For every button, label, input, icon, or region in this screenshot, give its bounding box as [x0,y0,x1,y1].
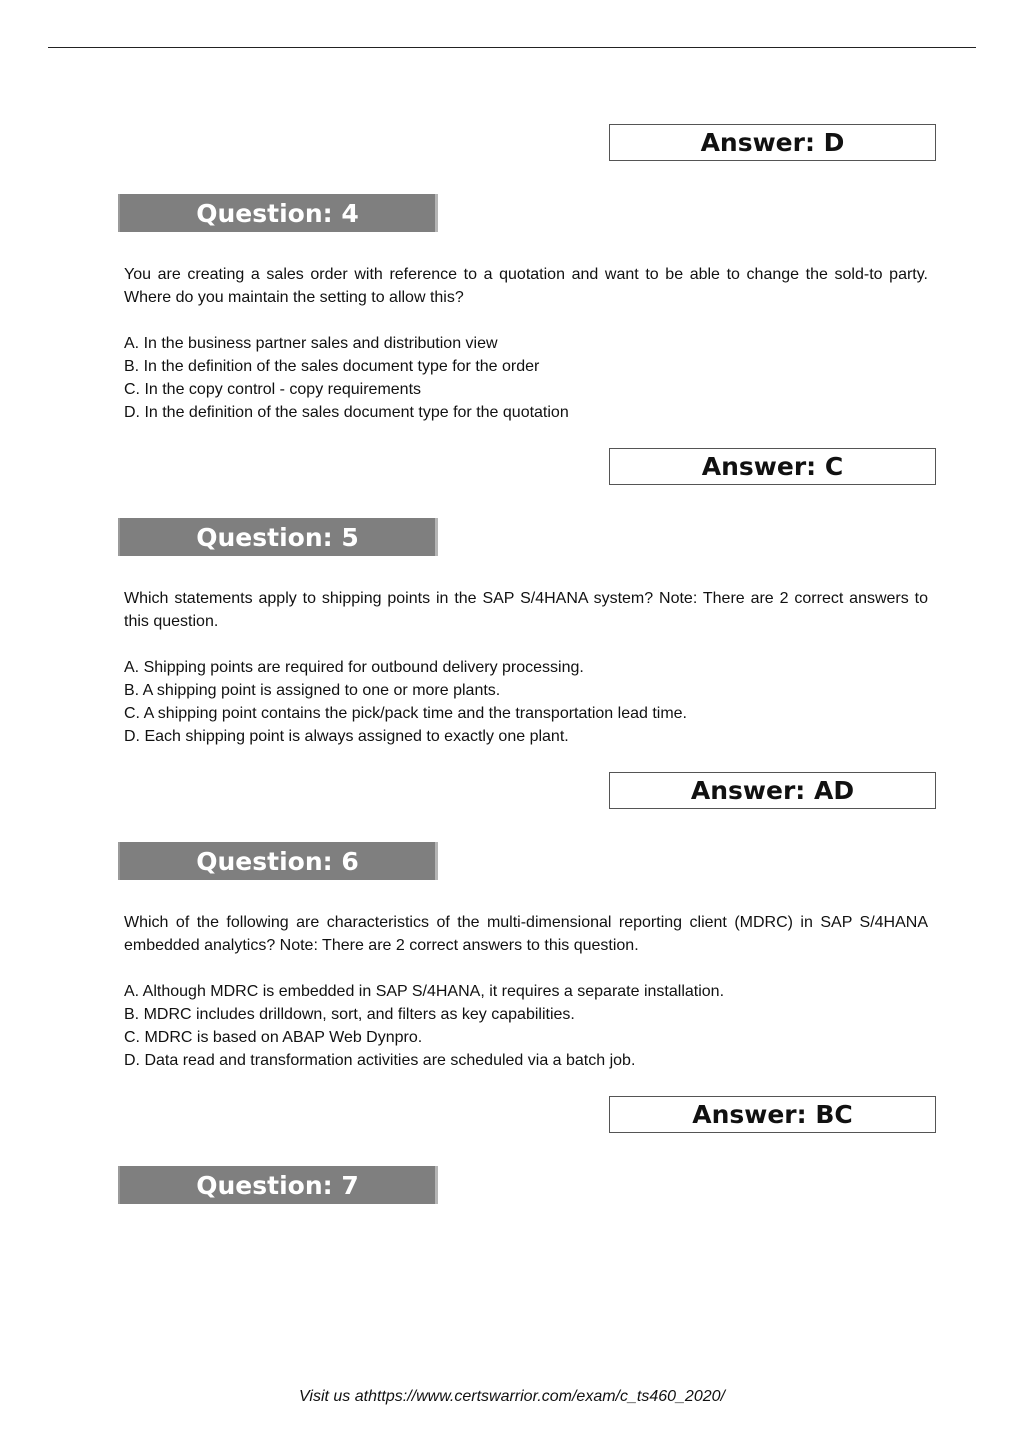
option-item: B. MDRC includes drilldown, sort, and filters as key capabilities. [124,1006,575,1023]
top-divider [48,47,976,48]
option-list [124,332,928,424]
question-text: You are creating a sales order with reference to a quotation and want to be able to change the sold-to party. Where do you maintain the setting to allow this? [124,266,928,306]
question-text: Which statements apply to shipping points in the SAP S/4HANA system? Note: There are 2 correct answers to this question. [124,590,928,630]
answer-label: Answer: D [700,128,845,157]
question-heading [118,518,438,556]
option-item: B. A shipping point is assigned to one or more plants. [124,682,501,699]
answer-box [609,448,936,485]
question-heading [118,842,438,880]
question-heading-label: Question: 4 [196,198,359,228]
option-item: D. Each shipping point is always assigned to exactly one plant. [124,728,569,745]
answer-box [609,772,936,809]
answer-label: Answer: BC [692,1100,853,1129]
question-text: Which of the following are characteristics of the multi-dimensional reporting client (MDRC) in SAP S/4HANA embedded analytics? Note: There are 2 correct answers to this question. [124,914,928,954]
question-heading-label: Question: 5 [196,522,359,552]
question-heading-label: Question: 7 [196,1170,359,1200]
option-item: D. Data read and transformation activities are scheduled via a batch job. [124,1052,636,1069]
answer-label: Answer: C [701,452,844,481]
answer-label: Answer: AD [690,776,855,805]
question-heading-label: Question: 6 [196,846,359,876]
option-list [124,980,928,1072]
footer-link-text[interactable]: Visit us athttps://www.certswarrior.com/exam/c_ts460_2020/ [299,1388,725,1405]
option-item: C. In the copy control - copy requirements [124,381,422,398]
option-item: C. MDRC is based on ABAP Web Dynpro. [124,1029,423,1046]
option-item: A. Although MDRC is embedded in SAP S/4HANA, it requires a separate installation. [124,983,725,1000]
option-item: C. A shipping point contains the pick/pack time and the transportation lead time. [124,705,687,722]
answer-box [609,124,936,161]
question-heading [118,194,438,232]
option-list [124,656,928,748]
option-item: A. In the business partner sales and distribution view [124,335,498,352]
answer-box [609,1096,936,1133]
option-item: B. In the definition of the sales document type for the order [124,358,540,375]
option-item: A. Shipping points are required for outbound delivery processing. [124,659,584,676]
question-heading [118,1166,438,1204]
option-item: D. In the definition of the sales document type for the quotation [124,404,569,421]
